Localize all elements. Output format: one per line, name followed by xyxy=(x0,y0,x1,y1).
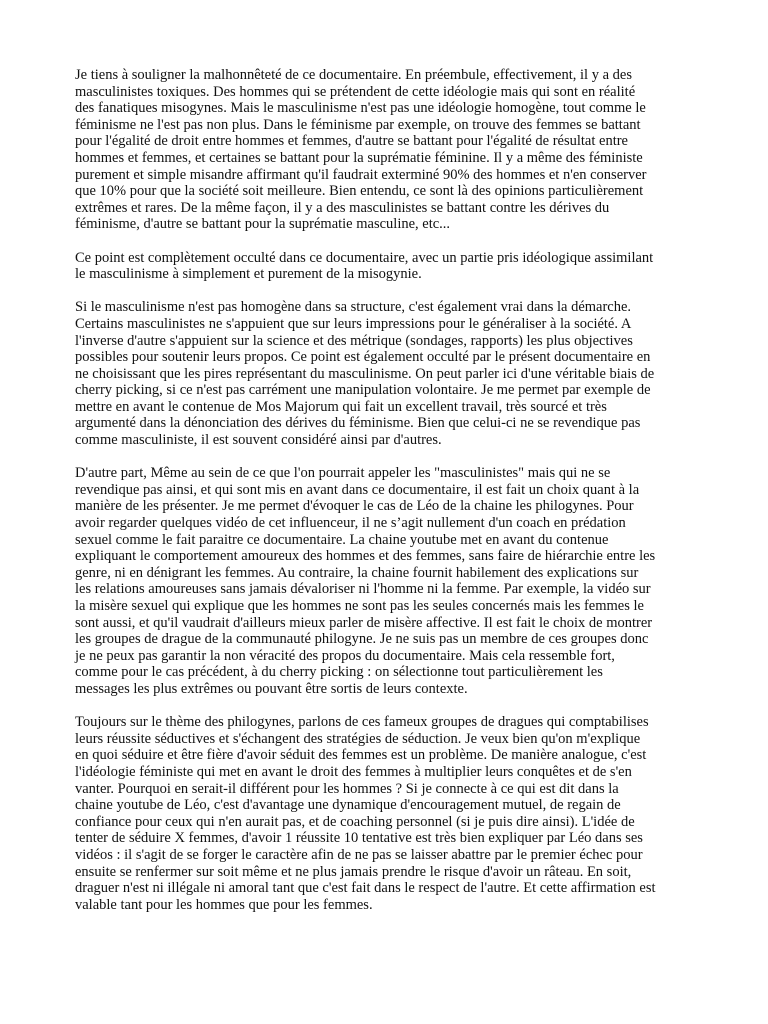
paragraph-2: Ce point est complètement occulté dans ce documentaire, avec un partie pris idéologique assimilant le masculinisme à simplement et purement de la misogynie. xyxy=(75,249,654,283)
paragraph-5: Toujours sur le thème des philogynes, parlons de ces fameux groupes de dragues qui comptabilises leurs réussite séductives et s'échangent des stratégies de séduction. Je veux bien qu'on m'explique en quoi séduire et être fière d'avoir séduit des femmes est un problème. De manière analogue, c'est l'idéologie féministe qui met en avant le droit des femmes à multiplier leurs conquêtes et de s'en vanter. Pourquoi en serait-il différent pour les hommes ? Si je connecte à ce qui est dit dans la chaine youtube de Léo, c'est d'avantage une dynamique d'encouragement mutuel, de regain de confiance pour ceux qui n'en aurait pas, et de coaching personnel (si je puis dire ainsi). L'idée de tenter de séduire X femmes, d'avoir 1 réussite 10 tentative est très bien expliquer par Léo dans ses vidéos : il s'agit de se forger le caractère afin de ne pas se laisser abattre par le premier échec pour ensuite se renfermer sur soit même et ne plus jamais prendre le risque d'avoir un râteau. En soit, draguer n'est ni illégale ni amoral tant que c'est fait dans le respect de l'autre. Et cette affirmation est valable tant pour les hommes que pour les femmes. xyxy=(75,714,656,913)
paragraph-4: D'autre part, Même au sein de ce que l'on pourrait appeler les "masculinistes" mais qui ne se revendique pas ainsi, et qui sont mis en avant dans ce documentaire, il est fait un choix quant à la manière de les présenter. Je me permet d'évoquer le cas de Léo de la chaine les philogynes. Pour avoir regarder quelques vidéo de cet influenceur, il ne s’agit nullement d'un coach en prédation sexuel comme le fait paraitre ce documentaire. La chaine youtube met en avant du contenue expliquant le comportement amoureux des hommes et des femmes, sans faire de hiérarchie entre les genre, ni en dénigrant les femmes. Au contraire, la chaine fournit habilement des explications sur les relations amoureuses sans jamais dévaloriser ni l'homme ni la femme. Par exemple, la vidéo sur la misère sexuel qui explique que les hommes ne sont pas les seules concernés mais les femmes le sont aussi, et qu'il vaudrait d'ailleurs mieux parler de misère affective. Il est fait le choix de montrer les groupes de drague de la communauté philogyne. Je ne suis pas un membre de ces groupes donc je ne peux pas garantir la non véracité des propos du documentaire. Mais cela ressemble fort, comme pour le cas précédent, à du cherry picking : on sélectionne tout particulièrement les messages les plus extrêmes ou pouvant être sortis de leurs contexte. xyxy=(75,465,656,697)
paragraph-3: Si le masculinisme n'est pas homogène dans sa structure, c'est également vrai dans la démarche. Certains masculinistes ne s'appuient que sur leurs impressions pour le généraliser à la société. A l'inverse d'autre s'appuient sur la science et des métrique (sondages, rapports) les plus objectives possibles pour soutenir leurs propos. Ce point est également occulté par le présent documentaire en ne choisissant que les pires représentant du masculinisme. On peut parler ici d'une véritable biais de cherry picking, si ce n'est pas carrément une manipulation volontaire. Je me permet par exemple de mettre en avant le contenue de Mos Majorum qui fait un excellent travail, très sourcé et très argumenté dans la dénonciation des dérives du féminisme. Bien que celui-ci ne se revendique pas comme masculiniste, il est souvent considéré ainsi par d'autres. xyxy=(75,299,655,449)
document-body xyxy=(75,67,687,930)
paragraph-1: Je tiens à souligner la malhonnêteté de ce documentaire. En préembule, effectivement, il y a des masculinistes toxiques. Des hommes qui se prétendent de cette idéologie mais qui sont en réalité des fanatiques misogynes. Mais le masculinisme n'est pas une idéologie homogène, tout comme le féminisme ne l'est pas non plus. Dans le féminisme par exemple, on trouve des femmes se battant pour l'égalité de droit entre hommes et femmes, d'autre se battant pour l'égalité de résultat entre hommes et femmes, et certaines se battant pour la suprématie féminine. Il y a même des féministe purement et simple misandre affirmant qu'il faudrait exterminé 90% des hommes et n'en conserver que 10% pour que la société soit meilleure. Bien entendu, ce sont là des opinions particulièrement extrêmes et rares. De la même façon, il y a des masculinistes se battant contre les dérives du féminisme, d'autre se battant pour la suprématie masculine, etc... xyxy=(75,67,647,233)
